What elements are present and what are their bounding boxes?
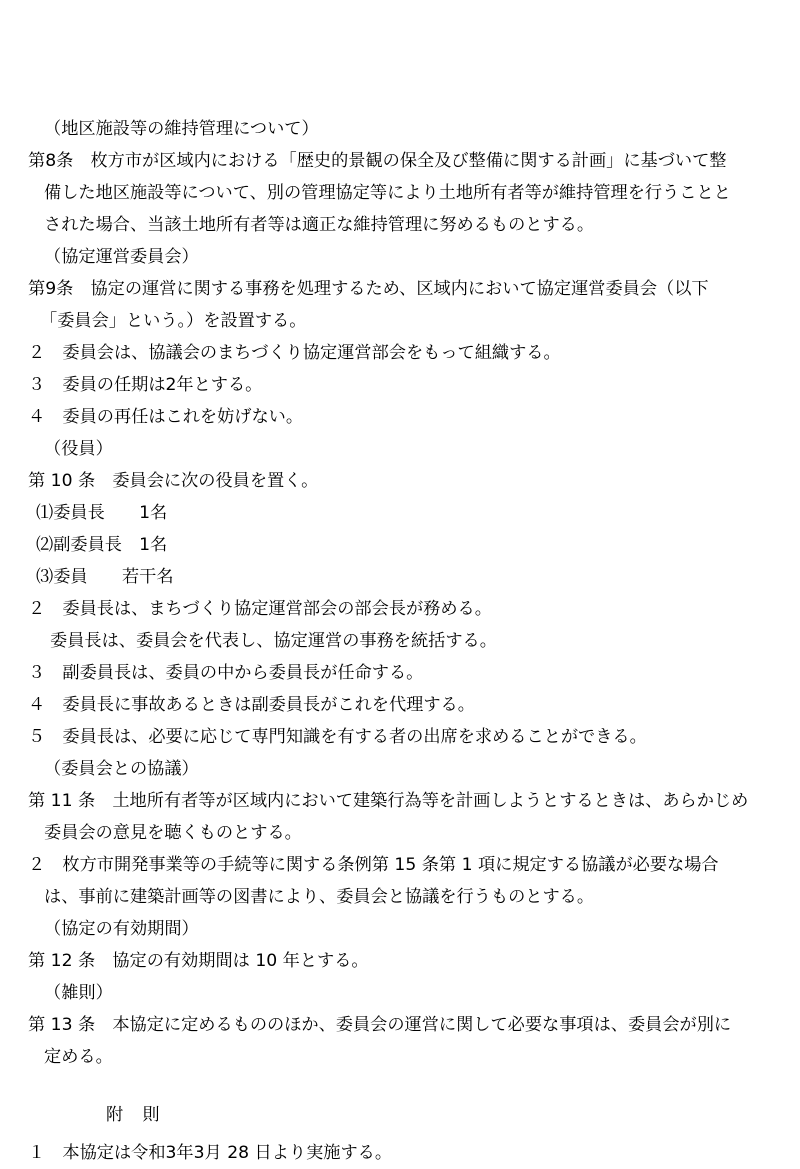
article-10-clause-5: ５ 委員長は、必要に応じて専門知識を有する者の出席を求めることができる。 bbox=[28, 727, 647, 747]
article-12-line-1: 第 12 条 協定の有効期間は 10 年とする。 bbox=[28, 951, 369, 971]
officer-item-2: ⑵副委員長 1名 bbox=[36, 535, 168, 555]
officer-item-1: ⑴委員長 1名 bbox=[36, 503, 168, 523]
heading-facility-maintenance: （地区施設等の維持管理について） bbox=[44, 119, 319, 139]
article-9-clause-4: ４ 委員の再任はこれを妨げない。 bbox=[28, 407, 304, 427]
article-8-line-1: 第8条 枚方市が区域内における「歴史的景観の保全及び整備に関する計画」に基づいて整 bbox=[28, 151, 727, 171]
article-13-line-2: 定める。 bbox=[44, 1047, 113, 1067]
article-11-clause-2-line-1: ２ 枚方市開発事業等の手続等に関する条例第 15 条第 1 項に規定する協議が必要な場合 bbox=[28, 855, 719, 875]
article-11-clause-2-line-2: は、事前に建築計画等の図書により、委員会と協議を行うものとする。 bbox=[44, 887, 595, 907]
article-8-line-3: された場合、当該土地所有者等は適正な維持管理に努めるものとする。 bbox=[44, 215, 595, 235]
article-9-clause-3: ３ 委員の任期は2年とする。 bbox=[28, 375, 263, 395]
heading-committee: （協定運営委員会） bbox=[44, 247, 199, 267]
heading-validity: （協定の有効期間） bbox=[44, 919, 199, 939]
heading-consultation: （委員会との協議） bbox=[44, 759, 199, 779]
article-10-clause-2: ２ 委員長は、まちづくり協定運営部会の部会長が務める。 bbox=[28, 599, 492, 619]
article-9-line-2: 「委員会」という。）を設置する。 bbox=[40, 311, 307, 331]
supplementary-provisions-heading: 附 則 bbox=[106, 1105, 161, 1125]
article-8-line-2: 備した地区施設等について、別の管理協定等により土地所有者等が維持管理を行うことと bbox=[44, 183, 731, 203]
article-9-line-1: 第9条 協定の運営に関する事務を処理するため、区域内において協定運営委員会（以下 bbox=[28, 279, 709, 299]
supplementary-clause-1: １ 本協定は令和3年3月 28 日より実施する。 bbox=[28, 1143, 393, 1163]
article-10-line-1: 第 10 条 委員会に次の役員を置く。 bbox=[28, 471, 319, 491]
officer-item-3: ⑶委員 若干名 bbox=[36, 567, 174, 587]
article-13-line-1: 第 13 条 本協定に定めるもののほか、委員会の運営に関して必要な事項は、委員会が別に bbox=[28, 1015, 732, 1035]
article-10-clause-3: ３ 副委員長は、委員の中から委員長が任命する。 bbox=[28, 663, 424, 683]
article-11-line-2: 委員会の意見を聴くものとする。 bbox=[44, 823, 302, 843]
heading-officers: （役員） bbox=[44, 439, 113, 459]
heading-misc: （雑則） bbox=[44, 983, 113, 1003]
article-10-clause-2-cont: 委員長は、委員会を代表し、協定運営の事務を統括する。 bbox=[50, 631, 497, 651]
article-9-clause-2: ２ 委員会は、協議会のまちづくり協定運営部会をもって組織する。 bbox=[28, 343, 561, 363]
article-11-line-1: 第 11 条 土地所有者等が区域内において建築行為等を計画しようとするときは、あらかじめ bbox=[28, 791, 749, 811]
article-10-clause-4: ４ 委員長に事故あるときは副委員長がこれを代理する。 bbox=[28, 695, 475, 715]
